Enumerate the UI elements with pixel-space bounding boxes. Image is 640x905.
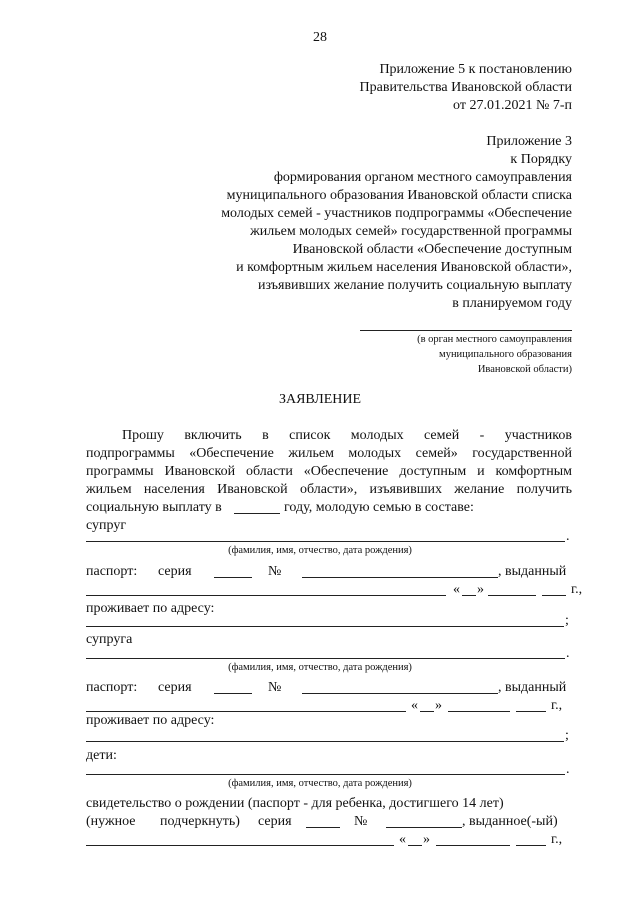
children-year-field[interactable]: [516, 845, 546, 846]
husband-day-open: «: [453, 582, 460, 597]
annex-header-line-3: от 27.01.2021 № 7-п: [453, 98, 572, 113]
children-period: .: [566, 762, 570, 777]
wife-name-caption: (фамилия, имя, отчество, дата рождения): [228, 662, 412, 673]
husband-day-field[interactable]: [462, 595, 476, 596]
children-issuer-field[interactable]: [86, 845, 394, 846]
husband-issuer-field[interactable]: [86, 595, 446, 596]
body-line-3: программы Ивановской области «Обеспечение доступным и комфортным: [86, 464, 572, 479]
wife-semicolon: ;: [565, 728, 569, 743]
recipient-caption-line-1: (в орган местного самоуправления: [417, 334, 572, 345]
children-name-caption: (фамилия, имя, отчество, дата рождения): [228, 778, 412, 789]
wife-series-field[interactable]: [214, 693, 252, 694]
wife-name-field[interactable]: [86, 658, 565, 659]
children-series-label: серия: [258, 814, 292, 829]
husband-month-field[interactable]: [488, 595, 536, 596]
wife-issuer-field[interactable]: [86, 711, 406, 712]
wife-number-label: №: [268, 680, 282, 695]
husband-number-label: №: [268, 564, 282, 579]
husband-number-field[interactable]: [302, 577, 498, 578]
recipient-field-line[interactable]: [360, 330, 572, 331]
children-series-field[interactable]: [306, 827, 340, 828]
children-day-open: «: [399, 832, 406, 847]
wife-address-label: проживает по адресу:: [86, 713, 215, 728]
husband-year-suffix: г.,: [571, 582, 583, 597]
recipient-caption-line-2: муниципального образования: [439, 349, 572, 360]
children-day-close: »: [423, 832, 430, 847]
husband-series-field[interactable]: [214, 577, 252, 578]
husband-address-label: проживает по адресу:: [86, 601, 215, 616]
wife-label: супруга: [86, 632, 133, 647]
order-annex-line-6: жильем молодых семей» государственной программы: [250, 224, 572, 239]
order-annex-line-5: молодых семей - участников подпрограммы «Обеспечение: [221, 206, 572, 221]
order-annex-line-3: формирования органом местного самоуправления: [273, 170, 572, 185]
order-annex-line-10: в планируемом году: [452, 296, 572, 311]
wife-day-close: »: [435, 698, 442, 713]
children-year-suffix: г.,: [551, 832, 563, 847]
wife-day-field[interactable]: [420, 711, 434, 712]
husband-name-caption: (фамилия, имя, отчество, дата рождения): [228, 545, 412, 556]
page-number: 28: [313, 30, 327, 45]
order-annex-line-7: Ивановской области «Обеспечение доступным: [292, 242, 572, 257]
wife-year-field[interactable]: [516, 711, 546, 712]
wife-day-open: «: [411, 698, 418, 713]
husband-label: супруг: [86, 518, 127, 533]
children-day-field[interactable]: [408, 845, 422, 846]
annex-header-line-1: Приложение 5 к постановлению: [379, 62, 572, 77]
children-number-label: №: [354, 814, 368, 829]
children-month-field[interactable]: [436, 845, 510, 846]
husband-address-field[interactable]: [86, 626, 564, 627]
order-annex-line-1: Приложение 3: [486, 134, 572, 149]
annex-header-line-2: Правительства Ивановской области: [359, 80, 572, 95]
body-line-4: жильем населения Ивановской области», изъявивших желание получить: [86, 482, 572, 497]
husband-day-close: »: [477, 582, 484, 597]
children-underline-word: подчеркнуть): [160, 814, 240, 829]
body-line-1: Прошу включить в список молодых семей - участников: [122, 428, 572, 443]
children-number-field[interactable]: [386, 827, 462, 828]
body-line-2: подпрограммы «Обеспечение жильем молодых семей» государственной: [86, 446, 572, 461]
wife-period: .: [566, 646, 570, 661]
husband-name-field[interactable]: [86, 541, 565, 542]
children-certificate-label: свидетельство о рождении (паспорт - для ребенка, достигшего 14 лет): [86, 796, 504, 811]
wife-number-field[interactable]: [302, 693, 498, 694]
children-name-field[interactable]: [86, 774, 565, 775]
husband-year-field[interactable]: [542, 595, 566, 596]
wife-year-suffix: г.,: [551, 698, 563, 713]
husband-semicolon: ;: [565, 613, 569, 628]
husband-passport-label: паспорт:: [86, 564, 138, 579]
wife-passport-label: паспорт:: [86, 680, 138, 695]
recipient-caption-line-3: Ивановской области): [477, 364, 572, 375]
order-annex-line-8: и комфортным жильем населения Ивановской области»,: [236, 260, 572, 275]
body-line-5-start: социальную выплату в: [86, 500, 222, 515]
children-label: дети:: [86, 748, 117, 763]
order-annex-line-9: изъявивших желание получить социальную выплату: [257, 278, 572, 293]
body-line-5-end: году, молодую семью в составе:: [284, 500, 474, 515]
wife-series-label: серия: [158, 680, 192, 695]
planned-year-field[interactable]: [234, 513, 280, 514]
wife-address-field[interactable]: [86, 741, 564, 742]
wife-month-field[interactable]: [448, 711, 510, 712]
order-annex-line-4: муниципального образования Ивановской области списка: [226, 188, 572, 203]
husband-series-label: серия: [158, 564, 192, 579]
children-issued-label: , выданное(-ый): [462, 814, 558, 829]
wife-issued-label: , выданный: [498, 680, 567, 695]
husband-issued-label: , выданный: [498, 564, 567, 579]
order-annex-line-2: к Порядку: [510, 152, 572, 167]
children-underline-note: (нужное: [86, 814, 136, 829]
document-title: ЗАЯВЛЕНИЕ: [278, 392, 362, 407]
husband-period: .: [566, 529, 570, 544]
